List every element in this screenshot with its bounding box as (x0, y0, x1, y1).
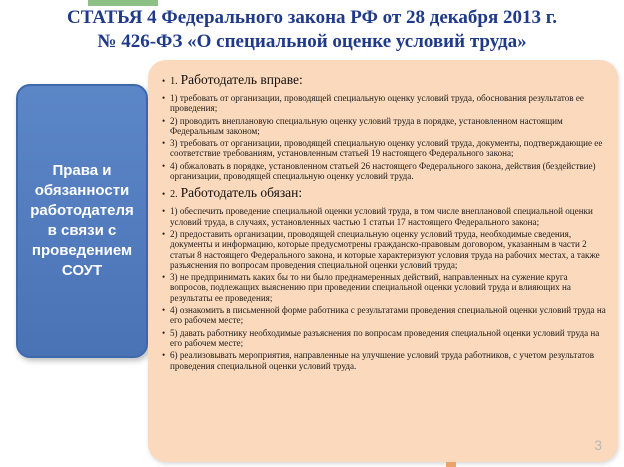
section-1-heading (162, 72, 608, 90)
section-1-number: 1. (170, 76, 178, 87)
footer-accent-tab (446, 462, 456, 467)
list-item (162, 161, 608, 182)
left-box-label: Права и обязанности работодателя в связи с проведением СОУТ (30, 162, 134, 279)
rights-duties-label-box (16, 84, 148, 358)
list-item (162, 138, 608, 159)
bullet-icon: • (162, 228, 166, 239)
list-item (162, 328, 608, 349)
bullet-icon: • (162, 327, 166, 338)
list-item (162, 93, 608, 114)
list-item-text: 3) требовать от организации, проводящей специальную оценку условий труда, документы, подтверждающие ее соответствие требованиям, установленным статьей 19 настоящего Федерального закона; (170, 138, 603, 159)
list-item (162, 206, 608, 227)
list-item (162, 305, 608, 326)
section-1-title: Работодатель вправе: (180, 72, 303, 87)
bullet-icon: • (162, 206, 166, 217)
title-line-2: № 426-ФЗ «О специальной оценке условий труда» (97, 31, 527, 52)
slide-title (0, 6, 624, 54)
list-item-text: 2) предоставить организации, проводящей специальную оценку условий труда, необходимые сведения, документы и информацию, которые предусмотрены гражданско-правовым договором, указанным в части 2 статьи 8 настоящего Федерального закона, и которые характеризуют условия труда на рабочих местах, а также разъяснения по вопросам проведения специальной оценки условий труда; (170, 228, 600, 270)
list-item-text: 5) давать работнику необходимые разъяснения по вопросам проведения специальной оценки условий труда на его рабочем месте; (170, 327, 600, 348)
list-item (162, 272, 608, 303)
page-number: 3 (594, 437, 602, 453)
bullet-icon: • (162, 115, 166, 126)
list-item-text: 2) проводить внеплановую специальную оценку условий труда в порядке, установленном настоящим Федеральным законом; (170, 115, 563, 136)
bullet-icon: • (162, 305, 166, 316)
bullet-icon: • (162, 350, 166, 361)
list-item-text: 1) обеспечить проведение специальной оценки условий труда, в том числе внеплановой специальной оценки условий труда, в случаях, установленных частью 1 статьи 17 настоящего Федерального закона; (170, 206, 593, 227)
list-item-text: 3) не предпринимать каких бы то ни было преднамеренных действий, направленных на сужение круга вопросов, подлежащих выяснению при проведении специальной оценки условий труда и влияющих на результаты ее проведения; (170, 272, 571, 303)
section-2-number: 2. (170, 189, 178, 201)
list-item-text: 1) требовать от организации, проводящей специальную оценку условий труда, обоснования результатов ее проведения; (170, 93, 584, 114)
bullet-icon: • (162, 93, 166, 103)
list-item (162, 116, 608, 137)
bullet-icon: • (162, 272, 166, 283)
list-item (162, 229, 608, 270)
list-item-text: 4) обжаловать в порядке, установленном статьей 26 настоящего Федерального закона, действия (бездействие) организации, проводящей специальную оценку условий труда. (170, 160, 596, 182)
section-2-title: Работодатель обязан: (180, 185, 303, 201)
list-item (162, 350, 608, 371)
title-line-1: СТАТЬЯ 4 Федерального закона РФ от 28 декабря 2013 г. (66, 7, 558, 28)
bullet-icon: • (162, 138, 166, 149)
bullet-icon: • (162, 160, 166, 171)
bullet-icon: • (162, 189, 166, 200)
list-item-text: 6) реализовывать мероприятия, направленные на улучшение условий труда работников, с учетом результатов проведения специальной оценки условий труда. (170, 350, 594, 371)
list-item-text: 4) ознакомить в письменной форме работника с результатами проведения специальной оценки условий труда на его рабочем месте; (170, 305, 606, 326)
bullet-icon: • (162, 76, 166, 86)
section-2-heading (162, 185, 608, 203)
content-panel (148, 60, 618, 462)
